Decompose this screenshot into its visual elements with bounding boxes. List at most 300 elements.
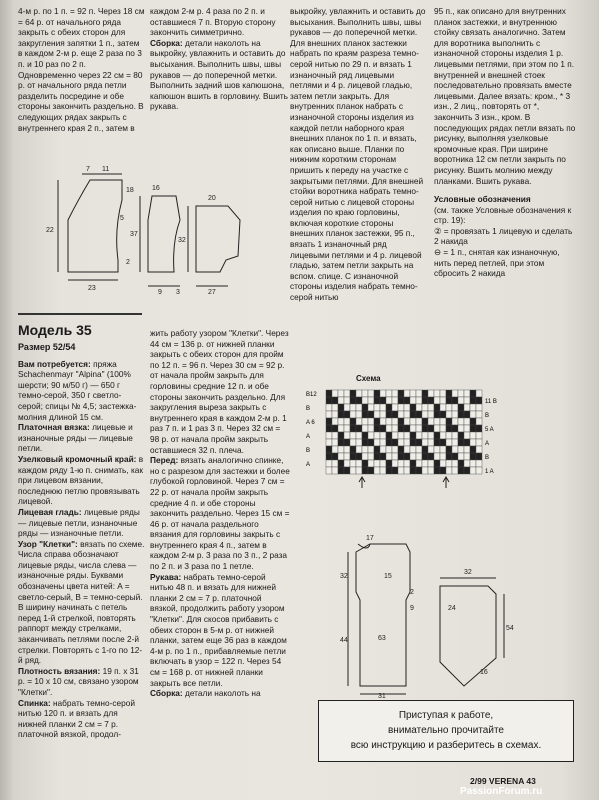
scheme-cell (404, 446, 410, 453)
scheme-cell (440, 460, 446, 467)
scheme-cell (446, 411, 452, 418)
scheme-cell (458, 432, 464, 439)
scheme-cell (422, 460, 428, 467)
dim-label: 22 (46, 227, 54, 234)
scheme-cell (470, 390, 476, 397)
pattern-drawing-hood-top (22, 160, 272, 300)
dim-label: 3 (176, 289, 180, 296)
scheme-cell (458, 460, 464, 467)
scheme-cell (470, 460, 476, 467)
scheme-cell (446, 425, 452, 432)
scheme-cell (350, 390, 356, 397)
scheme-cell (446, 418, 452, 425)
scheme-cell (410, 411, 416, 418)
scheme-row-label: A (306, 462, 311, 468)
scheme-cell (344, 397, 350, 404)
scheme-cell (386, 460, 392, 467)
scheme-cell (458, 425, 464, 432)
scheme-cell (350, 460, 356, 467)
scheme-cell (440, 453, 446, 460)
scheme-cell (428, 404, 434, 411)
scheme-cell (446, 432, 452, 439)
dim-label: 9 (410, 605, 414, 612)
scheme-cell (356, 425, 362, 432)
scheme-cell (446, 397, 452, 404)
scheme-cell (422, 425, 428, 432)
scheme-cell (356, 453, 362, 460)
scheme-cell (398, 467, 404, 474)
scheme-cell (380, 425, 386, 432)
text-column-4 (434, 6, 578, 279)
scheme-cell (416, 432, 422, 439)
scheme-cell (356, 439, 362, 446)
scheme-cell (398, 446, 404, 453)
scheme-cell (434, 411, 440, 418)
scheme-cell (326, 446, 332, 453)
section-divider (18, 313, 142, 315)
scheme-cell (392, 404, 398, 411)
legend-item: ⊖ = 1 п., снятая как изнаночную, нить перед петлей, при этом сбросить 2 накида (434, 247, 560, 279)
scheme-cell (410, 397, 416, 404)
scheme-cell (338, 446, 344, 453)
dim-label: 2 (410, 589, 414, 596)
scheme-cell (326, 460, 332, 467)
scheme-cell (338, 390, 344, 397)
scheme-cell (422, 446, 428, 453)
page-footer: 2/99 VERENA 43 (470, 776, 536, 786)
scheme-cell (446, 439, 452, 446)
scheme-cell (356, 404, 362, 411)
scheme-cell (380, 446, 386, 453)
scheme-cell (422, 404, 428, 411)
scheme-cell (428, 439, 434, 446)
dim-label: 17 (366, 535, 374, 542)
scheme-cell (452, 439, 458, 446)
scheme-cell (386, 404, 392, 411)
text-paragraph: набрать темно-серой нитью 48 п. и вязать для нижней планки 2 см = 7 р. платочной вязкой, продолжить работу узором "Клетки". Для скосов прибавить с обеих сторон в 5-м р. от нижней планки, затем еще 36 раз в каждом 4-м р. по 1 п., прибавляемые петли включать в узор = 122 п. Через 54 см = 168 р. от нижней планки закрыть все петли. (150, 571, 287, 688)
scheme-cell (398, 411, 404, 418)
stitch-label: Спинка: (18, 697, 51, 708)
scheme-cell (362, 411, 368, 418)
scheme-cell (416, 411, 422, 418)
scheme-cell (434, 446, 440, 453)
dim-label: 32 (464, 569, 472, 576)
dim-label: 23 (88, 285, 96, 292)
scheme-cell (374, 453, 380, 460)
scheme-row-label: B (306, 448, 311, 454)
scheme-cell (476, 446, 482, 453)
scheme-cell (452, 460, 458, 467)
scheme-cell (458, 418, 464, 425)
scheme-cell (440, 418, 446, 425)
scheme-cell (392, 439, 398, 446)
scheme-cell (332, 397, 338, 404)
scheme-cell (326, 390, 332, 397)
scheme-cell (368, 425, 374, 432)
scheme-cell (380, 460, 386, 467)
scheme-cell (422, 411, 428, 418)
scheme-cell (368, 418, 374, 425)
scheme-cell (392, 397, 398, 404)
scheme-cell (422, 418, 428, 425)
scheme-cell (416, 397, 422, 404)
scheme-cell (410, 404, 416, 411)
scheme-cell (470, 446, 476, 453)
scheme-cell (458, 390, 464, 397)
scheme-cell (476, 425, 482, 432)
scheme-row-label: 1 A (485, 469, 494, 475)
scheme-cell (410, 460, 416, 467)
scheme-cell (428, 460, 434, 467)
sleeve-label: Рукава: (150, 571, 182, 582)
scheme-cell (344, 446, 350, 453)
scheme-cell (386, 439, 392, 446)
scheme-cell (344, 432, 350, 439)
scheme-cell (362, 453, 368, 460)
scheme-cell (470, 453, 476, 460)
text-paragraph: 4-м р. по 1 п. = 92 п. Через 18 см = 64 р. от начального ряда закрыть с обеих сторон для закругления запятки 1 п., затем в каждом 2-м р. еще 2 раза по 3 п. и 10 раз по 2 п. Одновременно через 22 см = 80 р. от начального ряда петли разделить посредине и обе стороны закончить раздельно. В следующих рядах закрыть с внутреннего края 2 п., затем в (18, 6, 145, 133)
scheme-cell (362, 397, 368, 404)
dim-label: 7 (86, 166, 90, 173)
scheme-cell (404, 397, 410, 404)
scheme-cell (452, 432, 458, 439)
scheme-cell (446, 404, 452, 411)
scheme-cell (464, 446, 470, 453)
dim-label: 2 (126, 259, 130, 266)
text-column-2-model (150, 328, 290, 699)
scheme-cell (428, 432, 434, 439)
scheme-cell (338, 432, 344, 439)
text-paragraph: выкройку, увлажнить и оставить до высыхания. Выполнить швы, швы рукавов — до поперечной метки. Для внешних планок застежки набрать по краям разреза темно-серой нитью по 29 п. и вязать 1 изнаночный ряд лицевыми петлями и 4 р. лицевой гладью, затем петли закрыть. Для внутренних планок набрать с изнаночной стороны изделия из каждой петли наборного края внешних планок по 1 п. и вязать, как описано выше. Планки по нижним коротким сторонам пришить к переду на участке с закрытыми петлями. Для внешней стойки воротника набрать темно-серой нитью с лицевой стороны изделия по краю горловины, включая короткие стороны внешних планок застежки, 95 п., вязать 1 изнаночный ряд лицевыми петлями и 4 р. лицевой гладью, затем петли закрыть на вспом. спице. С изнаночной стороны изделия набрать темно-серой нитью (290, 6, 426, 303)
dim-label: 15 (384, 573, 392, 580)
scheme-cell (332, 418, 338, 425)
scheme-cell (362, 390, 368, 397)
scheme-cell (416, 453, 422, 460)
scheme-cell (350, 446, 356, 453)
dim-label: 24 (448, 605, 456, 612)
scheme-cell (356, 390, 362, 397)
scheme-cell (398, 418, 404, 425)
text-paragraph: вязать аналогично спинке, но с разрезом для застежки и более глубокой горловиной. Через 7 см = 22 р. от начала пройм закрыть средние 4 п. и обе стороны закончить раздельно. Через 15 см = 46 р. от начала раздельного вязания для горловины закрыть с внутреннего края 4 п., затем в каждом 2-м р. 3 раза по 3 п., 2 раза по 2 п. и 3 раза по 1 петле. (150, 455, 290, 572)
dim-label: 32 (178, 237, 186, 244)
scheme-cell (350, 404, 356, 411)
stitch-text: лицевые ряды — лицевые петли, изнаночные ряды — изнаночные петли. (18, 506, 140, 539)
scheme-cell (350, 411, 356, 418)
scheme-cell (380, 432, 386, 439)
scheme-cell (452, 453, 458, 460)
scheme-cell (470, 467, 476, 474)
stitch-label: Узор "Клетки": (18, 538, 78, 549)
scheme-cell (368, 453, 374, 460)
scheme-cell (428, 467, 434, 474)
scheme-cell (350, 418, 356, 425)
scheme-cell (356, 432, 362, 439)
scheme-cell (428, 418, 434, 425)
scheme-cell (440, 397, 446, 404)
scheme-cell (362, 418, 368, 425)
dim-label: 32 (340, 573, 348, 580)
scheme-cell (416, 404, 422, 411)
scheme-cell (338, 453, 344, 460)
scheme-cell (326, 467, 332, 474)
scheme-cell (380, 453, 386, 460)
notice-line: Приступая к работе, (398, 710, 494, 721)
scheme-cell (440, 425, 446, 432)
model-title: Модель 35 (18, 322, 92, 338)
materials-label: Вам потребуется: (18, 358, 91, 369)
scheme-cell (332, 411, 338, 418)
dim-label: 9 (158, 289, 162, 296)
scheme-cell (422, 467, 428, 474)
scheme-cell (386, 432, 392, 439)
scheme-cell (464, 453, 470, 460)
scheme-cell (326, 411, 332, 418)
scheme-cell (434, 397, 440, 404)
scheme-cell (362, 432, 368, 439)
scheme-cell (326, 404, 332, 411)
scheme-cell (386, 425, 392, 432)
dim-label: 11 (102, 166, 110, 173)
scheme-row-label: A (306, 434, 311, 440)
scheme-cell (350, 453, 356, 460)
scheme-cell (368, 397, 374, 404)
scheme-cell (386, 467, 392, 474)
scheme-cell (464, 460, 470, 467)
scheme-cell (350, 439, 356, 446)
scheme-cell (464, 418, 470, 425)
scheme-cell (344, 411, 350, 418)
scheme-cell (404, 418, 410, 425)
scheme-cell (386, 397, 392, 404)
stitch-label: Узелковый кромочный край: (18, 453, 137, 464)
scheme-cell (452, 418, 458, 425)
scheme-cell (344, 460, 350, 467)
scheme-cell (464, 439, 470, 446)
scheme-cell (476, 460, 482, 467)
scheme-cell (368, 446, 374, 453)
scheme-cell (332, 390, 338, 397)
scheme-cell (356, 467, 362, 474)
scheme-cell (374, 439, 380, 446)
scheme-cell (434, 418, 440, 425)
scheme-cell (404, 439, 410, 446)
stitch-text: вязать по схеме. Числа справа обозначают лицевые ряды, числа слева — изнаночные ряды. Буквами обозначены цвета нитей: A = светло-серый, B = темно-серый. В ширину начинать с петель перед 1-й стрелкой, повторять раппорт между стрелками, заканчивать петлями после 2-й стрелки. Повторять с 1-го по 12-й ряд. (18, 538, 145, 666)
scheme-cell (398, 432, 404, 439)
scheme-cell (350, 397, 356, 404)
scheme-cell (398, 453, 404, 460)
scheme-cell (428, 453, 434, 460)
scheme-cell (362, 425, 368, 432)
scheme-cell (416, 446, 422, 453)
scheme-cell (344, 404, 350, 411)
scheme-cell (458, 411, 464, 418)
scheme-cell (392, 453, 398, 460)
pattern-drawing-sweater (340, 530, 520, 700)
scheme-cell (434, 467, 440, 474)
dim-label: 16 (152, 185, 160, 192)
scheme-cell (368, 467, 374, 474)
scheme-cell (416, 418, 422, 425)
scheme-cell (332, 425, 338, 432)
scheme-cell (452, 397, 458, 404)
text-column-1-top (18, 6, 146, 133)
scheme-cell (404, 425, 410, 432)
scheme-cell (344, 467, 350, 474)
scheme-cell (398, 425, 404, 432)
scheme-cell (374, 404, 380, 411)
scheme-cell (392, 432, 398, 439)
scheme-cell (392, 425, 398, 432)
scheme-cell (428, 446, 434, 453)
scheme-cell (368, 411, 374, 418)
stitch-label: Плотность вязания: (18, 665, 101, 676)
scheme-chart (304, 386, 500, 494)
scheme-cell (374, 425, 380, 432)
scheme-cell (476, 411, 482, 418)
scheme-cell (416, 425, 422, 432)
scheme-cell (470, 404, 476, 411)
assembly-label: Сборка: (150, 37, 183, 48)
scheme-cell (476, 418, 482, 425)
scheme-cell (356, 460, 362, 467)
scheme-cell (452, 446, 458, 453)
scheme-cell (338, 425, 344, 432)
scheme-cell (458, 404, 464, 411)
scheme-cell (368, 439, 374, 446)
scheme-cell (380, 404, 386, 411)
stitch-text: лицевые и изнаночные ряды — лицевые петли. (18, 422, 133, 454)
scheme-cell (464, 432, 470, 439)
scheme-cell (380, 467, 386, 474)
dim-label: 31 (378, 693, 386, 700)
scheme-cell (452, 411, 458, 418)
notice-box (318, 700, 574, 762)
scheme-cell (416, 390, 422, 397)
scheme-cell (386, 418, 392, 425)
scheme-cell (446, 446, 452, 453)
scheme-cell (440, 390, 446, 397)
scheme-row-label: A (485, 441, 490, 447)
stitch-label: Лицевая гладь: (18, 506, 82, 517)
scheme-cell (452, 404, 458, 411)
scheme-cell (410, 446, 416, 453)
scheme-cell (356, 411, 362, 418)
scheme-cell (446, 460, 452, 467)
scheme-row-label: A 6 (306, 420, 315, 426)
scheme-cell (422, 432, 428, 439)
scheme-cell (440, 439, 446, 446)
scheme-cell (386, 453, 392, 460)
scheme-cell (350, 467, 356, 474)
scheme-cell (386, 446, 392, 453)
scheme-cell (464, 397, 470, 404)
scheme-cell (434, 453, 440, 460)
scheme-cell (410, 467, 416, 474)
scheme-cell (386, 390, 392, 397)
dim-label: 18 (126, 187, 134, 194)
scheme-cell (362, 404, 368, 411)
scheme-cell (428, 390, 434, 397)
dim-label: 44 (340, 637, 348, 644)
stitch-text: в каждом ряду 1-ю п. снимать, как при лицевом вязании, последнюю петлю провязывать лицевой. (18, 453, 144, 507)
notice-line: всю инструкцию и разберитесь в схемах. (350, 740, 542, 751)
scheme-cell (338, 411, 344, 418)
scheme-cell (476, 390, 482, 397)
dim-label: 37 (130, 231, 138, 238)
scheme-cell (362, 439, 368, 446)
scheme-cell (356, 418, 362, 425)
scheme-cell (446, 390, 452, 397)
scheme-cell (476, 453, 482, 460)
scheme-cell (374, 446, 380, 453)
scheme-cell (398, 439, 404, 446)
scheme-cell (428, 397, 434, 404)
scheme-cell (326, 425, 332, 432)
scheme-cell (386, 411, 392, 418)
scheme-row-label: B (485, 455, 490, 461)
scheme-cell (374, 460, 380, 467)
scheme-row-label: B (306, 406, 311, 412)
scheme-cell (332, 404, 338, 411)
scheme-row-label: B12 (306, 392, 317, 398)
scheme-cell (392, 467, 398, 474)
scheme-cell (422, 439, 428, 446)
scheme-cell (404, 432, 410, 439)
legend-subtitle: (см. также Условные обозначения к стр. 19): (434, 204, 572, 226)
scheme-cell (392, 460, 398, 467)
scheme-cell (464, 411, 470, 418)
scheme-cell (416, 467, 422, 474)
scheme-cell (464, 467, 470, 474)
scheme-cell (404, 467, 410, 474)
scheme-cell (398, 404, 404, 411)
legend-title: Условные обозначения (434, 194, 531, 205)
scheme-cell (458, 453, 464, 460)
scheme-cell (458, 439, 464, 446)
scheme-cell (332, 446, 338, 453)
scheme-cell (434, 404, 440, 411)
scheme-cell (362, 460, 368, 467)
repeat-arrow (443, 477, 449, 488)
text-paragraph: 95 п., как описано для внутренних планок застежки, и внутреннюю стойку связать аналогично. Затем для воротника выполнить с изнаночной стороны изделия 1 р. лицевыми петлями, при этом по 1 п. внутренней и внешней стоек последовательно провязать вместе лицевыми. Далее вязать: кром., * 3 изн., 2 лиц., повторять от *, закончить 3 изн., кром. В последующих рядах петли вязать по рисунку, выполняя узелковые кромочные края. При ширине воротника 12 см петли закрыть по рисунку. Вшить молнию между планками. Вшить рукава. (434, 6, 576, 186)
scheme-cell (434, 439, 440, 446)
scheme-cell (404, 411, 410, 418)
scheme-cell (410, 439, 416, 446)
scheme-cell (380, 397, 386, 404)
scheme-cell (470, 418, 476, 425)
scheme-cell (392, 411, 398, 418)
scheme-cell (362, 467, 368, 474)
scheme-cell (476, 397, 482, 404)
scheme-cell (344, 418, 350, 425)
dim-label: 27 (208, 289, 216, 296)
text-column-2-top (150, 6, 290, 112)
scheme-cell (404, 404, 410, 411)
scheme-cell (428, 411, 434, 418)
scheme-cell (338, 397, 344, 404)
scheme-cell (380, 411, 386, 418)
scheme-cell (434, 425, 440, 432)
scheme-cell (464, 404, 470, 411)
legend-item: ② = провязать 1 лицевую и сделать 2 накида (434, 225, 573, 247)
scheme-cell (362, 446, 368, 453)
scheme-cell (350, 425, 356, 432)
scheme-cell (344, 425, 350, 432)
scheme-row-label: 11 B (485, 399, 497, 405)
dim-label: 63 (378, 635, 386, 642)
scheme-row-label: B (485, 413, 490, 419)
scheme-cell (326, 432, 332, 439)
